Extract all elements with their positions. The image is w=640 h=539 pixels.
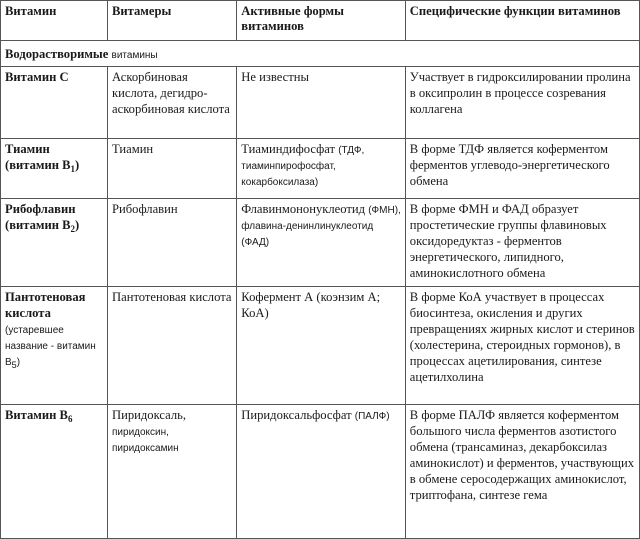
header-functions: Специфические функции витаминов xyxy=(405,1,639,41)
header-vitamin: Витамин xyxy=(1,1,108,41)
section-title: Водорастворимые витамины xyxy=(1,41,640,67)
functions-cell: В форме ПАЛФ является коферментом большого числа ферментов азотистого обмена (трансаминаз, декарбоксилаз аминокислот) и ферментов, участвующих в обмене серосодержащих аминокислот, триптофана, синтезе гема xyxy=(405,405,639,539)
header-active-forms: Активные формы витаминов xyxy=(237,1,405,41)
vitamin-cell: Тиамин (витамин $В_1$) xyxy=(1,139,108,199)
header-row xyxy=(1,1,640,41)
table-row xyxy=(1,139,640,199)
functions-cell: В форме КоА участвует в процессах биосинтеза, окисления и других превращениях жирных кислот и стеринов (холестерина, стероидных гормонов), в процессах ацетилирования, синтезе ацетилхолина xyxy=(405,287,639,405)
section-row xyxy=(1,41,640,67)
vitamin-cell: Витамин $В_6$ xyxy=(1,405,108,539)
vitamers-cell: Рибофлавин xyxy=(108,199,237,287)
active-forms-cell: Пиридоксальфосфат (ПАЛФ) xyxy=(237,405,405,539)
vitamin-cell: Рибофлавин (витамин $В_2$) xyxy=(1,199,108,287)
table-row xyxy=(1,199,640,287)
vitamin-cell: Витамин С xyxy=(1,67,108,139)
vitamers-cell: Аскорбиновая кислота, дегидро-аскорбиновая кислота xyxy=(108,67,237,139)
vitamers-cell: Тиамин xyxy=(108,139,237,199)
functions-cell: Участвует в гидроксилировании пролина в оксипролин в процессе созревания коллагена xyxy=(405,67,639,139)
table-row xyxy=(1,67,640,139)
active-forms-cell: Тиаминдифосфат (ТДФ, тиаминпирофосфат, кокарбоксилаза) xyxy=(237,139,405,199)
vitamers-cell: Пантотеновая кислота xyxy=(108,287,237,405)
table-row xyxy=(1,405,640,539)
active-forms-cell: Кофермент А (коэнзим А; КоА) xyxy=(237,287,405,405)
active-forms-cell: Флавинмононуклеотид (ФМН), флавина-денинлинуклеотид (ФАД) xyxy=(237,199,405,287)
vitamin-cell: Пантотеновая кислота (устаревшее название - витамин $В_5$) xyxy=(1,287,108,405)
functions-cell: В форме ФМН и ФАД образует простетические группы флавиновых оксидоредуктаз - ферментов энергетического, липидного, аминокислотного обмена xyxy=(405,199,639,287)
active-forms-cell: Не известны xyxy=(237,67,405,139)
functions-cell: В форме ТДФ является коферментом ферментов углеводо-энергетического обмена xyxy=(405,139,639,199)
vitamers-cell: Пиридоксаль, пиридоксин, пиридоксамин xyxy=(108,405,237,539)
table-row xyxy=(1,287,640,405)
header-vitamers: Витамеры xyxy=(108,1,237,41)
